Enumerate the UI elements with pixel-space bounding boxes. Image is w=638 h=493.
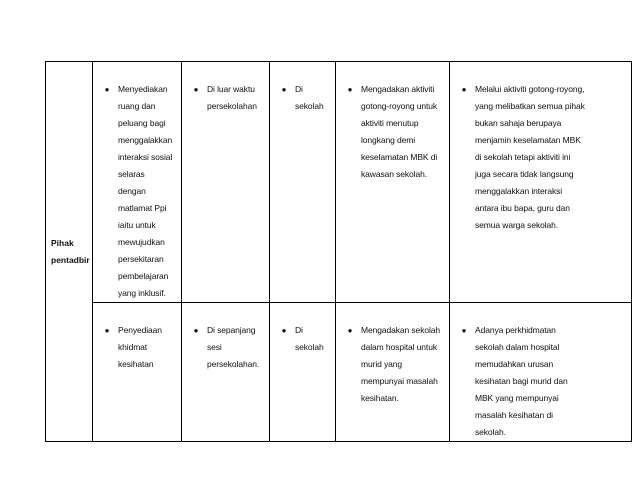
cell-text-line: yang inklusif. <box>118 288 166 298</box>
bullet-item <box>450 62 631 234</box>
bullet-icon: ● <box>347 85 353 94</box>
bullet-item <box>93 62 181 302</box>
bullet-icon: ● <box>281 85 287 94</box>
bullet-icon: ● <box>193 326 199 335</box>
cell-text-line: aktiviti menutup <box>361 118 419 128</box>
cell-text-line: Mengadakan aktiviti <box>361 84 435 94</box>
table-cell <box>450 62 632 303</box>
cell-text-line: bukan sahaja berupaya <box>475 118 562 128</box>
cell-text-line: Mengadakan sekolah <box>361 325 441 335</box>
table-cell <box>270 62 336 303</box>
cell-text-line: Di sekolah <box>295 325 324 352</box>
cell-text-line: sesi <box>207 342 222 352</box>
cell-text-line: semua warga sekolah. <box>475 220 559 230</box>
bullet-icon: ● <box>347 326 353 335</box>
cell-text-line: yang melibatkan semua pihak <box>475 101 585 111</box>
table-cell <box>93 62 182 303</box>
table-cell <box>182 62 270 303</box>
cell-text-line: kesihatan. <box>361 393 399 403</box>
bullet-item <box>336 303 449 407</box>
cell-text-line: keselamatan MBK di <box>361 152 438 162</box>
cell-text-line: Di luar waktu <box>207 84 255 94</box>
table-row <box>46 303 632 442</box>
cell-text-line: pembelajaran <box>118 271 169 281</box>
cell-text-line: kesihatan <box>118 359 154 369</box>
table-cell <box>93 303 182 442</box>
cell-text-line: Penyediaan <box>118 325 162 335</box>
cell-text-line: persekolahan <box>207 101 257 111</box>
cell-text-line: Melalui aktiviti gotong-royong, <box>475 84 585 94</box>
table-cell <box>270 303 336 442</box>
row-label-line-2: pentadbir <box>51 254 90 265</box>
cell-text-line: sekolah. <box>475 427 506 437</box>
bullet-icon: ● <box>461 326 467 335</box>
row-label-cell <box>46 62 93 442</box>
cell-text-line: masalah kesihatan di <box>475 410 553 420</box>
table-cell <box>336 62 450 303</box>
bullet-item <box>93 303 181 373</box>
bullet-item <box>182 303 269 373</box>
cell-text-line: dengan <box>118 186 146 196</box>
cell-text-line: murid yang <box>361 359 403 369</box>
cell-text-line: khidmat <box>118 342 148 352</box>
cell-text-line: mempunyai masalah <box>361 376 438 386</box>
cell-text-line: sekolah dalam hospital <box>475 342 560 352</box>
cell-text-line: menjamin keselamatan MBK <box>475 135 581 145</box>
cell-text-line: MBK yang mempunyai <box>475 393 559 403</box>
cell-text-line: Di sepanjang <box>207 325 256 335</box>
bullet-item <box>450 303 631 441</box>
cell-text-line: persekitaran <box>118 254 164 264</box>
bullet-item <box>270 62 335 115</box>
cell-text-line: peluang bagi <box>118 118 166 128</box>
cell-text-line: menggalakkan interaksi <box>475 186 563 196</box>
table-cell <box>182 303 270 442</box>
bullet-icon: ● <box>104 326 110 335</box>
cell-text-line: antara ibu bapa, guru dan <box>475 203 570 213</box>
cell-text-line: Menyediakan <box>118 84 168 94</box>
bullet-item <box>182 62 269 115</box>
cell-text-line: kawasan sekolah. <box>361 169 427 179</box>
cell-text-line: menggalakkan <box>118 135 173 145</box>
table-cell <box>336 303 450 442</box>
cell-text-line: matlamat Ppi <box>118 203 167 213</box>
cell-text-line: memudahkan urusan <box>475 359 554 369</box>
activities-table <box>45 61 632 442</box>
bullet-icon: ● <box>104 85 110 94</box>
bullet-icon: ● <box>281 326 287 335</box>
cell-text-line: gotong-royong untuk <box>361 101 438 111</box>
table-cell <box>450 303 632 442</box>
bullet-item <box>336 62 449 183</box>
cell-text-line: persekolahan. <box>207 359 260 369</box>
cell-text-line: longkang demi <box>361 135 415 145</box>
row-label-line-1: Pihak <box>51 237 74 248</box>
cell-text-line: interaksi sosial <box>118 152 173 162</box>
bullet-icon: ● <box>461 85 467 94</box>
cell-text-line: Adanya perkhidmatan <box>475 325 556 335</box>
table-row <box>46 62 632 303</box>
cell-text-line: selaras <box>118 169 145 179</box>
cell-text-line: juga secara tidak langsung <box>475 169 574 179</box>
cell-text-line: dalam hospital untuk <box>361 342 437 352</box>
cell-text-line: di sekolah tetapi aktiviti ini <box>475 152 571 162</box>
cell-text-line: Di sekolah <box>295 84 324 111</box>
bullet-item <box>270 303 335 356</box>
bullet-icon: ● <box>193 85 199 94</box>
cell-text-line: iaitu untuk <box>118 220 156 230</box>
cell-text-line: kesihatan bagi murid dan <box>475 376 568 386</box>
cell-text-line: mewujudkan <box>118 237 165 247</box>
cell-text-line: ruang dan <box>118 101 156 111</box>
